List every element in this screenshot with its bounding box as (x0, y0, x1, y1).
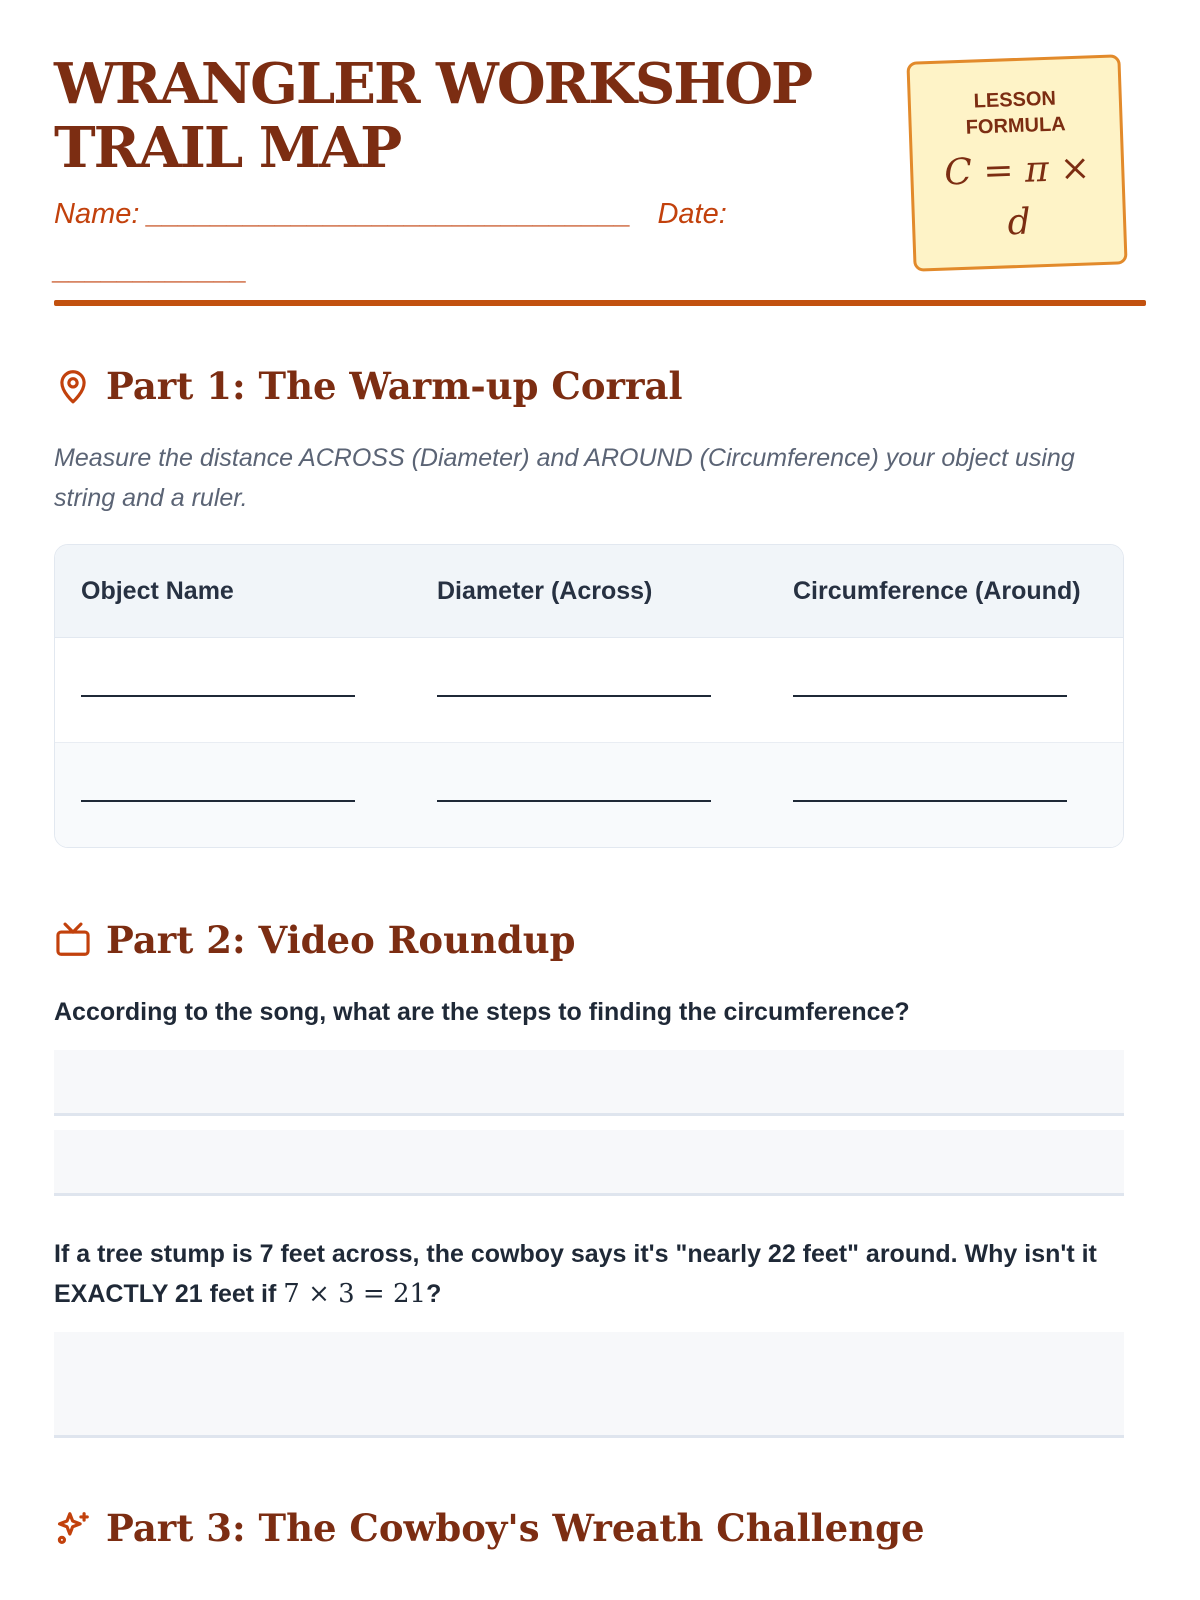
part2-title: Part 2: Video Roundup (106, 918, 576, 962)
date-field[interactable]: ____________ (54, 254, 248, 286)
answer-box-question-2[interactable] (54, 1332, 1124, 1438)
part1-instructions: Measure the distance ACROSS (Diameter) and AROUND (Circumference) your object using string and a ruler. (54, 444, 1075, 512)
diameter-blank[interactable] (411, 743, 767, 848)
question-2 (54, 1234, 1124, 1314)
question-1: According to the song, what are the steps to finding the circumference? (54, 998, 910, 1026)
name-field[interactable]: ______________________________ (147, 198, 632, 230)
table-row (55, 638, 1123, 743)
tv-icon (54, 921, 92, 959)
column-header-diameter: Diameter (Across) (411, 545, 767, 638)
formula-equation: C = π × d (943, 147, 1091, 244)
diameter-blank[interactable] (411, 638, 767, 743)
column-header-circumference: Circumference (Around) (767, 545, 1123, 638)
question-2-text: If a tree stump is 7 feet across, the cowboy says it's "nearly 22 feet" around. Why isn't it EXACTLY 21 feet if (54, 1240, 1097, 1308)
part2-heading (54, 918, 576, 962)
table-header-row (55, 545, 1123, 638)
page-title: WRANGLER WORKSHOP TRAIL MAP (54, 51, 812, 181)
object-name-blank[interactable] (55, 743, 411, 848)
measurement-table (54, 544, 1124, 848)
lesson-formula-card (906, 54, 1127, 271)
date-label: Date: (657, 198, 727, 230)
part1-heading (54, 364, 683, 408)
worksheet-header (54, 0, 1146, 316)
name-date-line (54, 186, 914, 298)
map-pin-icon (54, 367, 92, 405)
column-header-object-name: Object Name (55, 545, 411, 638)
answer-line-1[interactable] (54, 1050, 1124, 1116)
header-divider (54, 300, 1146, 306)
part1-title: Part 1: The Warm-up Corral (106, 364, 683, 408)
question-2-end: ? (426, 1280, 442, 1308)
circumference-blank[interactable] (767, 743, 1123, 848)
sparkles-icon (54, 1509, 92, 1547)
circumference-blank[interactable] (767, 638, 1123, 743)
answer-line-2[interactable] (54, 1130, 1124, 1196)
question-2-math: 7 × 3 = 21 (283, 1279, 427, 1309)
table-row (55, 743, 1123, 848)
part3-title: Part 3: The Cowboy's Wreath Challenge (106, 1506, 925, 1550)
name-label: Name: (54, 198, 140, 230)
object-name-blank[interactable] (55, 638, 411, 743)
formula-label: LESSON FORMULA (965, 87, 1067, 139)
part3-heading (54, 1506, 925, 1550)
